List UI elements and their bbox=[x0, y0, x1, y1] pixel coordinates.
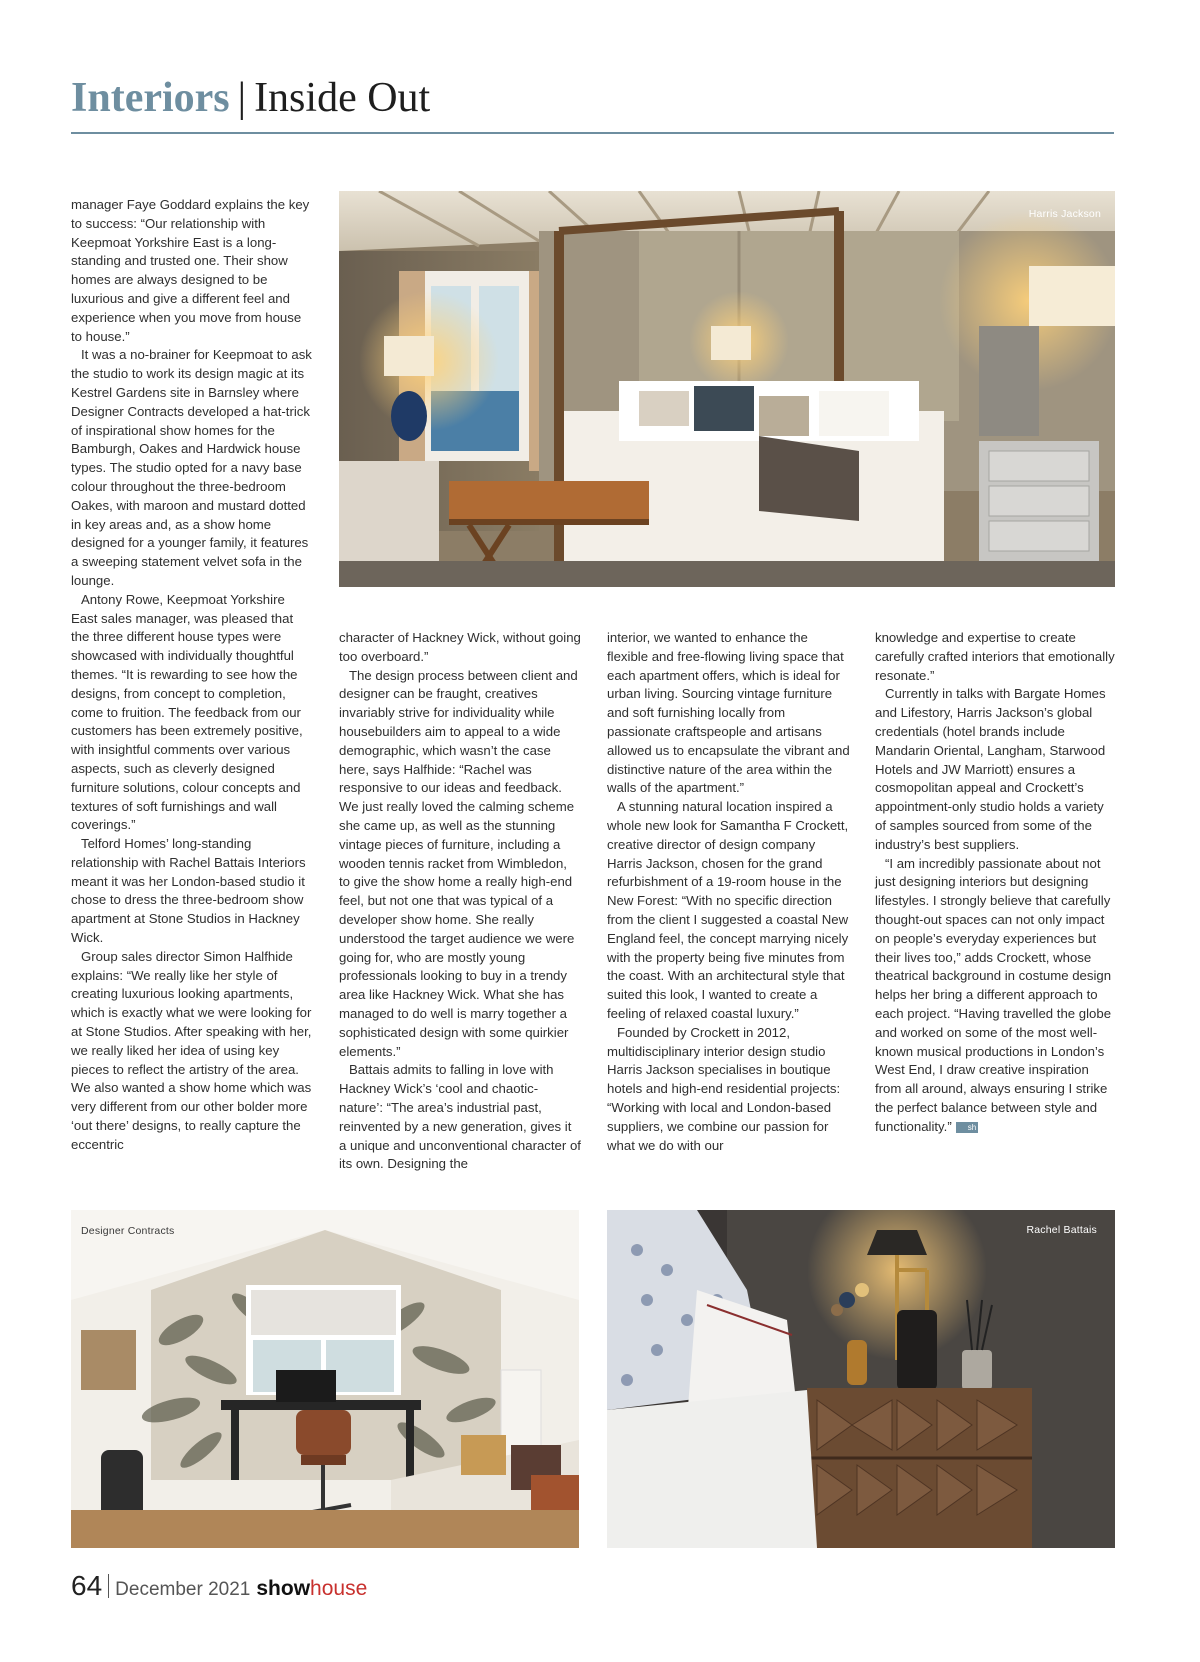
paragraph: A stunning natural location inspired a whole new look for Samantha F Crockett, creative director of design company Harris Jackson, chosen for the grand refurbishment of a 19-room house in the New Forest: “With no specific direction from the client I suggested a coastal New England feel, the concept marrying nicely with the property being five minutes from the coast. With an architectural style that suited this look, I wanted to create a feeling of relaxed coastal luxury.” bbox=[607, 799, 849, 1021]
text-column-4 bbox=[875, 629, 1115, 1137]
bedroom-photo-image bbox=[339, 191, 1115, 587]
footer-divider bbox=[108, 1574, 109, 1598]
home-office-photo bbox=[71, 1210, 579, 1548]
text-column-2 bbox=[339, 629, 581, 1174]
paragraph: Battais admits to falling in love with Hackney Wick’s ‘cool and chaotic-nature’: “The area’s industrial past, reinvented by a new generation, gives it a unique and unconventional character of its own. Designing the bbox=[339, 1062, 581, 1172]
paragraph: knowledge and expertise to create carefully crafted interiors that emotionally resonate.” bbox=[875, 630, 1115, 683]
page-header bbox=[71, 72, 1114, 136]
photo-credit: Designer Contracts bbox=[81, 1225, 175, 1237]
photo-credit: Harris Jackson bbox=[1028, 208, 1101, 220]
paragraph: Telford Homes’ long-standing relationship with Rachel Battais Interiors meant it was her London-based studio it chose to dress the three-bedroom show apartment at Stone Studios in Hackney Wick. bbox=[71, 836, 306, 946]
title-separator: | bbox=[237, 75, 247, 121]
nightstand-photo-image bbox=[607, 1210, 1115, 1548]
header-rule bbox=[71, 132, 1114, 134]
paragraph-final bbox=[875, 855, 1115, 1137]
paragraph: Currently in talks with Bargate Homes and Lifestory, Harris Jackson’s global credentials (hotel brands include Mandarin Oriental, Langham, Starwood Hotels and JW Marriott) ensures a cosmopolitan appeal and Crockett’s appointment-only studio holds a variety of samples sourced from some of the industry’s best suppliers. bbox=[875, 686, 1106, 852]
brand-logo-show: show bbox=[256, 1577, 311, 1600]
nightstand-photo bbox=[607, 1210, 1115, 1548]
paragraph: The design process between client and designer can be fraught, creatives invariably strive for individuality while housebuilders aim to appeal to a wide demographic, which wasn’t the case here, says Halfhide: “Rachel was responsive to our ideas and feedback. We just really loved the calming scheme she came up, as well as the stunning vintage pieces of furniture, including a wooden tennis racket from Wimbledon, to give the show home a really high-end feel, but not one that was typical of a developer show home. She really understood the target audience we were going for, who are mostly young professionals looking to buy in a trendy area like Hackney Wick. What she has managed to do well is marry together a sophisticated design with some quirkier elements.” bbox=[339, 667, 578, 1059]
paragraph: Antony Rowe, Keepmoat Yorkshire East sales manager, was pleased that the three different house types were showcased with individually thoughtful themes. “It is rewarding to see how the designs, from concept to completion, come to fruition. The feedback from our customers has been extremely positive, with insightful comments over various aspects, such as cleverly designed furniture solutions, colour concepts and textures of soft furnishings and wall coverings.” bbox=[71, 591, 303, 833]
page-title bbox=[71, 72, 1114, 124]
brand-logo-house: house bbox=[310, 1577, 368, 1600]
page-footer bbox=[71, 1570, 367, 1610]
paragraph: manager Faye Goddard explains the key to success: “Our relationship with Keepmoat Yorkshire East is a long-standing and trusted one. Their show homes are always designed to be luxurious and give a different feel and experience when you move from house to house.” bbox=[71, 197, 310, 344]
paragraph: Group sales director Simon Halfhide explains: “We really like her style of creating luxurious looking apartments, which is exactly what we were looking for at Stone Studios. After speaking with her, we really liked her idea of using key pieces to reflect the artistry of the area. We also wanted a show home which was very different from our other bolder more ‘out there’ designs, to really capture the eccentric bbox=[71, 948, 312, 1152]
text-column-1 bbox=[71, 196, 313, 1155]
paragraph: It was a no-brainer for Keepmoat to ask the studio to work its design magic at its Kestrel Gardens site in Barnsley where Designer Contracts developed a hat-trick of inspirational show homes for the Bamburgh, Oakes and Hardwick house types. The studio opted for a navy base colour throughout the three-bedroom Oakes, with maroon and mustard dotted in key areas and, as a show home designed for a younger family, it features a sweeping statement velvet sofa in the lounge. bbox=[71, 347, 312, 588]
photo-credit: Rachel Battais bbox=[1026, 1224, 1097, 1236]
paragraph: character of Hackney Wick, without going too overboard.” bbox=[339, 630, 581, 664]
paragraph: Founded by Crockett in 2012, multidisciplinary interior design studio Harris Jackson specialises in boutique hotels and high-end residential projects: “Working with local and London-based suppliers, we combine our passion for what we do with our bbox=[607, 1024, 841, 1153]
section-subtitle: Inside Out bbox=[254, 75, 431, 121]
home-office-photo-image bbox=[71, 1210, 579, 1548]
section-name: Interiors bbox=[71, 75, 230, 121]
bedroom-photo bbox=[339, 191, 1115, 587]
paragraph: interior, we wanted to enhance the flexible and free-flowing living space that each apartment offers, which is ideal for urban living. Sourcing vintage furniture and soft furnishing locally from passionate craftspeople and artisans allowed us to encapsulate the vibrant and distinctive nature of the area within the walls of the apartment.” bbox=[607, 630, 850, 796]
text-column-3 bbox=[607, 629, 850, 1155]
page-number: 64 bbox=[71, 1570, 103, 1601]
end-mark-icon: sh bbox=[956, 1122, 978, 1133]
paragraph-text: “I am incredibly passionate about not just designing interiors but designing lifestyles. I strongly believe that carefully thought-out spaces can not only impact on people’s everyday experiences but their lives too,” adds Crockett, whose theatrical background in costume design helps her bring a different approach to each project. “Having travelled the globe and worked on some of the most well-known musical productions in London’s West End, I draw creative inspiration from all around, always ensuring I strike the perfect balance between style and functionality.” bbox=[875, 855, 1112, 1134]
issue-date: December 2021 bbox=[115, 1579, 251, 1600]
